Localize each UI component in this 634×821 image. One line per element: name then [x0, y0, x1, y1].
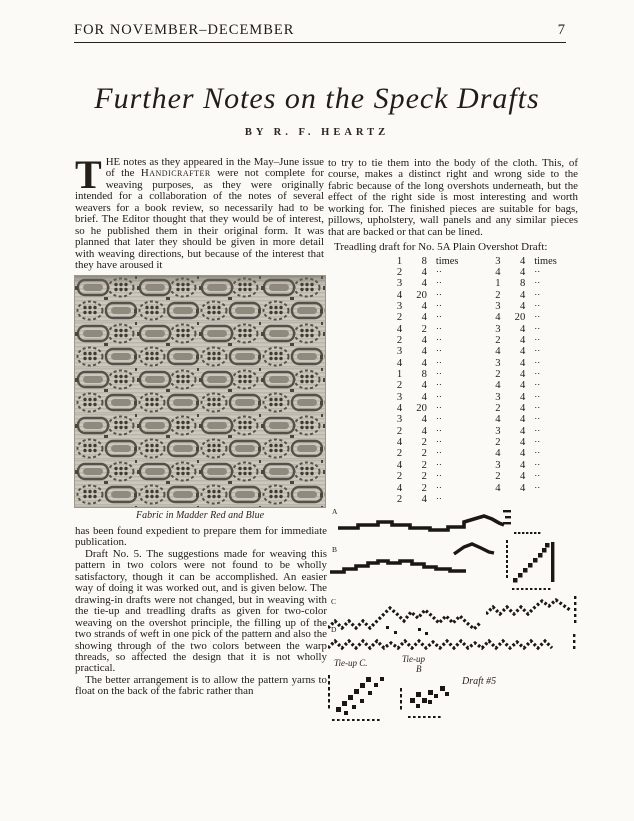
tieup-b-diagram: [400, 678, 454, 722]
treadling-row: 3 4 ‥ 1 8 ‥: [396, 275, 542, 290]
draft-b-peak: [452, 540, 497, 558]
left-column-top: [75, 152, 324, 272]
draft-number-label: Draft #5: [462, 676, 497, 688]
fabric-caption: Fabric in Madder Red and Blue: [135, 510, 265, 521]
tieup-c-label: Tie-up C.: [334, 658, 368, 669]
treadling-heading: Treadling draft for No. 5A Plain Overshot Draft:: [334, 241, 548, 254]
treadling-row: 4 20 ‥ 2 4 ‥: [396, 286, 542, 301]
treadling-row: 2 2 ‥ 4 4 ‥: [396, 445, 542, 460]
drop-cap: T: [75, 152, 102, 197]
header-issue-text: FOR NOVEMBER–DECEMBER: [74, 22, 295, 38]
treadling-row: 2 4 ‥ 4 4 ‥: [396, 377, 542, 392]
treadling-rows: [328, 256, 578, 506]
treadling-row: 2 4 ‥ 4 4 ‥: [396, 263, 542, 278]
draft-b-label: B: [332, 545, 338, 555]
treadling-row: 3 4 ‥ 4 4 ‥: [396, 343, 542, 358]
page-number: 7: [557, 22, 566, 38]
treadling-row: 3 4 ‥ 3 4 ‥: [396, 298, 542, 312]
article-title: Further Notes on the Speck Drafts: [94, 82, 540, 115]
draft-d-label: D: [331, 625, 337, 635]
tieup-ab-diagram: [506, 532, 556, 594]
paragraph-right-1: to try to tie them into the body of the cloth. This, of course, makes a distinct right and wrong side to the fabric because of the long overshots underneath, but the effect of the right side is most interesting and worth working for. The finished pieces are suitable for bags, pillows, upholstery, wall panels and any similar pieces that are backed or that can be lined.: [328, 157, 578, 238]
draft-a-diagram: [336, 512, 506, 534]
treadling-row: 2 4 ‥ 2 4 ‥: [396, 332, 542, 347]
treadling-row: 1 8 ‥ 2 4 ‥: [396, 366, 542, 381]
draft-a-label: A: [332, 507, 338, 517]
tieup-c-diagram: [328, 669, 392, 723]
tieup-b-label: Tie-up: [402, 654, 426, 665]
paragraph-1-text: HE notes as they appeared in the May–June issue of the: [105, 156, 324, 180]
fabric-weave-pattern: [75, 276, 325, 507]
draft-c-diagram-right: [486, 594, 578, 626]
left-column-bottom: [75, 526, 327, 698]
draft-a-end-marks: [500, 508, 514, 530]
paragraph-4: The better arrangement is to allow the pattern yarns to float on the back of the fabric rather than: [75, 673, 327, 698]
treadling-row: 2 4 ‥: [396, 490, 443, 505]
draft-b-diagram: [330, 550, 468, 578]
treadling-row: 3 4 ‥ 4 4 ‥: [396, 411, 542, 426]
fabric-photo: [75, 276, 325, 507]
treadling-row: 4 2 ‥ 2 4 ‥: [396, 434, 542, 449]
treadling-row: 2 2 ‥ 2 4 ‥: [396, 468, 542, 483]
paragraph-3: Draft No. 5. The suggestions made for weaving this pattern in two colors were not found to be wholly satisfactory, though it can be accomplished. An easier way of doing it was worked out, and is given below. The drawing-in drafts were not changed, but in weaving with the tie-up and treadling drafts as given for two-color weaving on the overshot principle, the filling up of the two strands of weft in one pick of the pattern and also the showing through of the two colors between the warp threads, so affected the design that it is not wholly practical.: [75, 547, 327, 675]
treadling-row: 4 4 ‥ 3 4 ‥: [396, 354, 542, 369]
treadling-row: 4 20 ‥ 2 4 ‥: [396, 400, 542, 415]
tieup-b-label-letter: B: [416, 664, 422, 675]
drafts-figure: [328, 508, 578, 728]
treadling-row: 4 2 ‥ 3 4 ‥: [396, 456, 542, 471]
treadling-row: 1 8 times 3 4 times: [396, 255, 557, 267]
article-byline: BY R. F. HEARTZ: [244, 127, 390, 138]
page-header: [74, 22, 566, 43]
right-column: [328, 158, 578, 728]
paragraph-1: [75, 152, 324, 272]
treadling-row: 3 4 ‥ 3 4 ‥: [396, 388, 542, 403]
treadling-row: 4 2 ‥ 3 4 ‥: [396, 320, 542, 335]
paragraph-1-rest: were not complete for weaving purposes, as they were originally intended for a collaboration of the notes of several weavers for a book review, so necessarily had to be brief. The Editor thought that they would be of interest, so he published them in their original form. It was planned that later they should be given in more detail with weaving directions, but because of the interest that they have aroused it: [75, 167, 324, 272]
treadling-row: 2 4 ‥ 4 20 ‥: [396, 309, 542, 324]
treadling-row: 4 2 ‥ 4 4 ‥: [396, 479, 542, 494]
draft-d-diagram: [328, 630, 578, 658]
handicrafter-smallcaps: Handicrafter: [140, 167, 211, 180]
treadling-row: 2 4 ‥ 3 4 ‥: [396, 422, 542, 437]
draft-c-label: C: [331, 597, 337, 607]
paragraph-2: has been found expedient to prepare them for immediate publication.: [75, 525, 327, 549]
